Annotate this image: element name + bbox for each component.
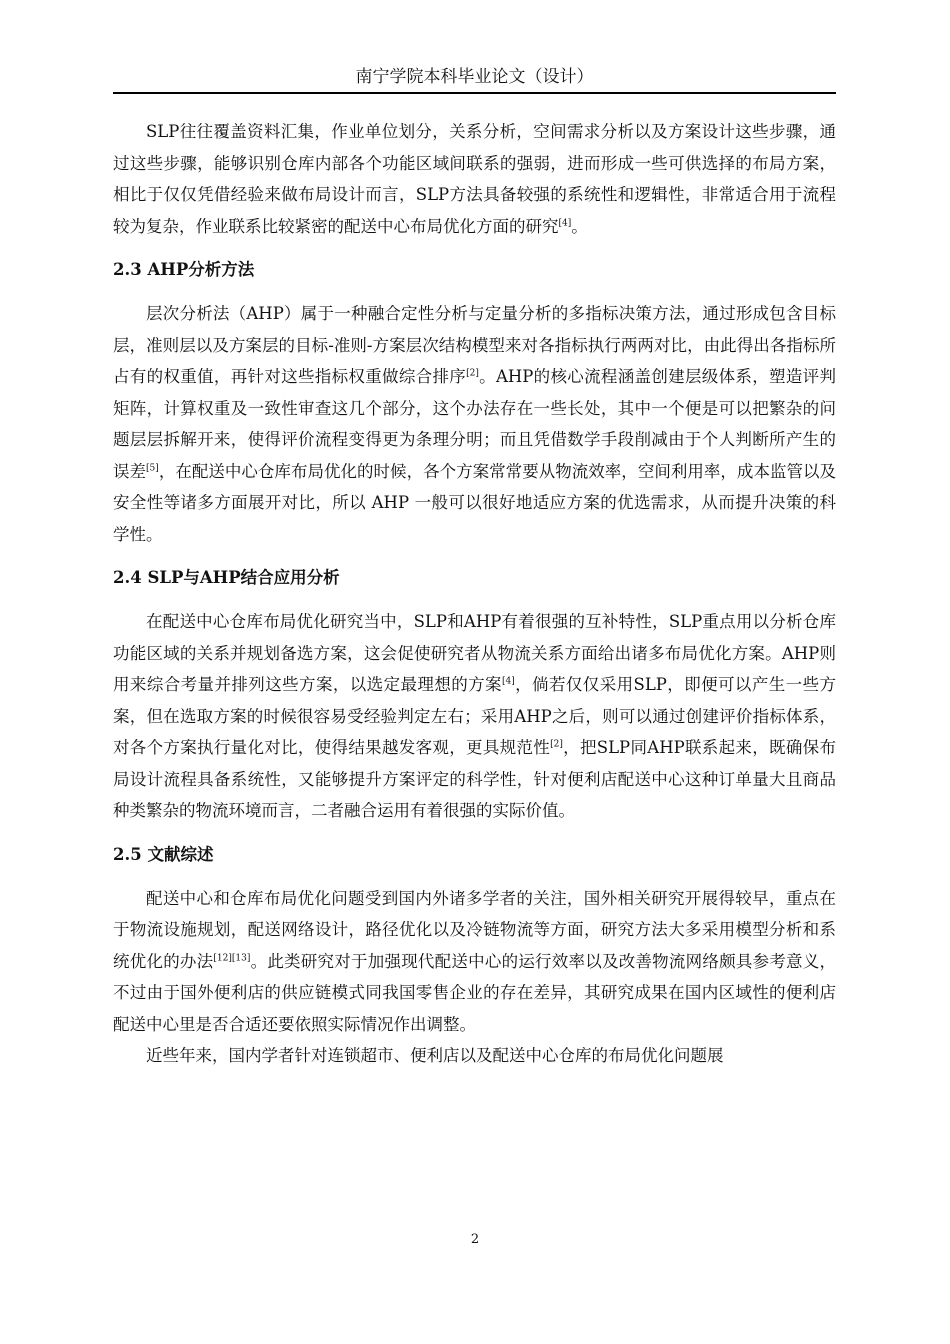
page-number: 2 xyxy=(470,1232,480,1247)
section-heading-2-3: 2.3 AHP分析方法 xyxy=(113,260,255,279)
paragraph-literature-foreign: 配送中心和仓库布局优化问题受到国内外诸多学者的关注，国外相关研究开展得较早，重点在于物流设施规划，配送网络设计，路径优化以及冷链物流等方面，研究方法大多采用模型分析和系统优化的办法[12][13]。此类研究对于加强现代配送中心的运行效率以及改善物流网络颇具参考意义，不过由于国外便利店的供应链模式同我国零售企业的存在差异，其研究成果在国内区域性的便利店配送中心里是否合适还要依照实际情况作出调整。 xyxy=(113,888,837,1034)
citation: [12][13] xyxy=(213,953,251,963)
citation: [2] xyxy=(466,368,479,379)
citation: [5] xyxy=(146,463,159,473)
running-header xyxy=(113,64,836,94)
section-heading-2-4: 2.4 SLP与AHP结合应用分析 xyxy=(113,568,340,587)
citation: [4] xyxy=(501,676,515,687)
page-body xyxy=(113,116,836,1072)
paragraph-slp-steps: SLP往往覆盖资料汇集，作业单位划分，关系分析，空间需求分析以及方案设计这些步骤，通过这些步骤，能够识别仓库内部各个功能区域间联系的强弱，进而形成一些可供选择的布局方案，相比于仅仅凭借经验来做布局设计而言，SLP方法具备较强的系统性和逻辑性，非常适合用于流程较为复杂，作业联系比较紧密的配送中心布局优化方面的研究[4]。 xyxy=(113,122,836,236)
section-heading-2-5: 2.5 文献综述 xyxy=(113,844,214,864)
paragraph-ahp: 层次分析法（AHP）属于一种融合定性分析与定量分析的多指标决策方法，通过形成包含目标层，准则层以及方案层的目标-准则-方案层次结构模型来对各指标执行两两对比，由此得出各指标所占有的权重值，再针对这些指标权重做综合排序[2]。AHP的核心流程涵盖创建层级体系，塑造评判矩阵，计算权重及一致性审查这几个部分，这个办法存在一些长处，其中一个便是可以把繁杂的问题层层拆解开来，使得评价流程变得更为条理分明；而且凭借数学手段削减由于个人判断所产生的误差[5]，在配送中心仓库布局优化的时候，各个方案常常要从物流效率，空间利用率，成本监管以及安全性等诸多方面展开对比，所以 AHP 一般可以很好地适应方案的优选需求，从而提升决策的科学性。 xyxy=(113,304,837,544)
paragraph-literature-domestic: 近些年来，国内学者针对连锁超市、便利店以及配送中心仓库的布局优化问题展 xyxy=(146,1046,724,1065)
header-title: 南宁学院本科毕业论文（设计） xyxy=(355,67,594,87)
paragraph-slp-ahp: 在配送中心仓库布局优化研究当中，SLP和AHP有着很强的互补特性，SLP重点用以分析仓库功能区域的关系并规划备选方案，这会促使研究者从物流关系方面给出诸多布局优化方案。AHP则用来综合考量并排列这些方案，以选定最理想的方案[4]，倘若仅仅采用SLP，即便可以产生一些方案，但在选取方案的时候很容易受经验判定左右；采用AHP之后，则可以通过创建评价指标体系，对各个方案执行量化对比，使得结果越发客观，更具规范性[2]，把SLP同AHP联系起来，既确保布局设计流程具备系统性，又能够提升方案评定的科学性，针对便利店配送中心这种订单量大且商品种类繁杂的物流环境而言，二者融合运用有着很强的实际价值。 xyxy=(113,612,836,820)
citation: [2] xyxy=(550,739,563,750)
citation: [4] xyxy=(558,218,572,228)
